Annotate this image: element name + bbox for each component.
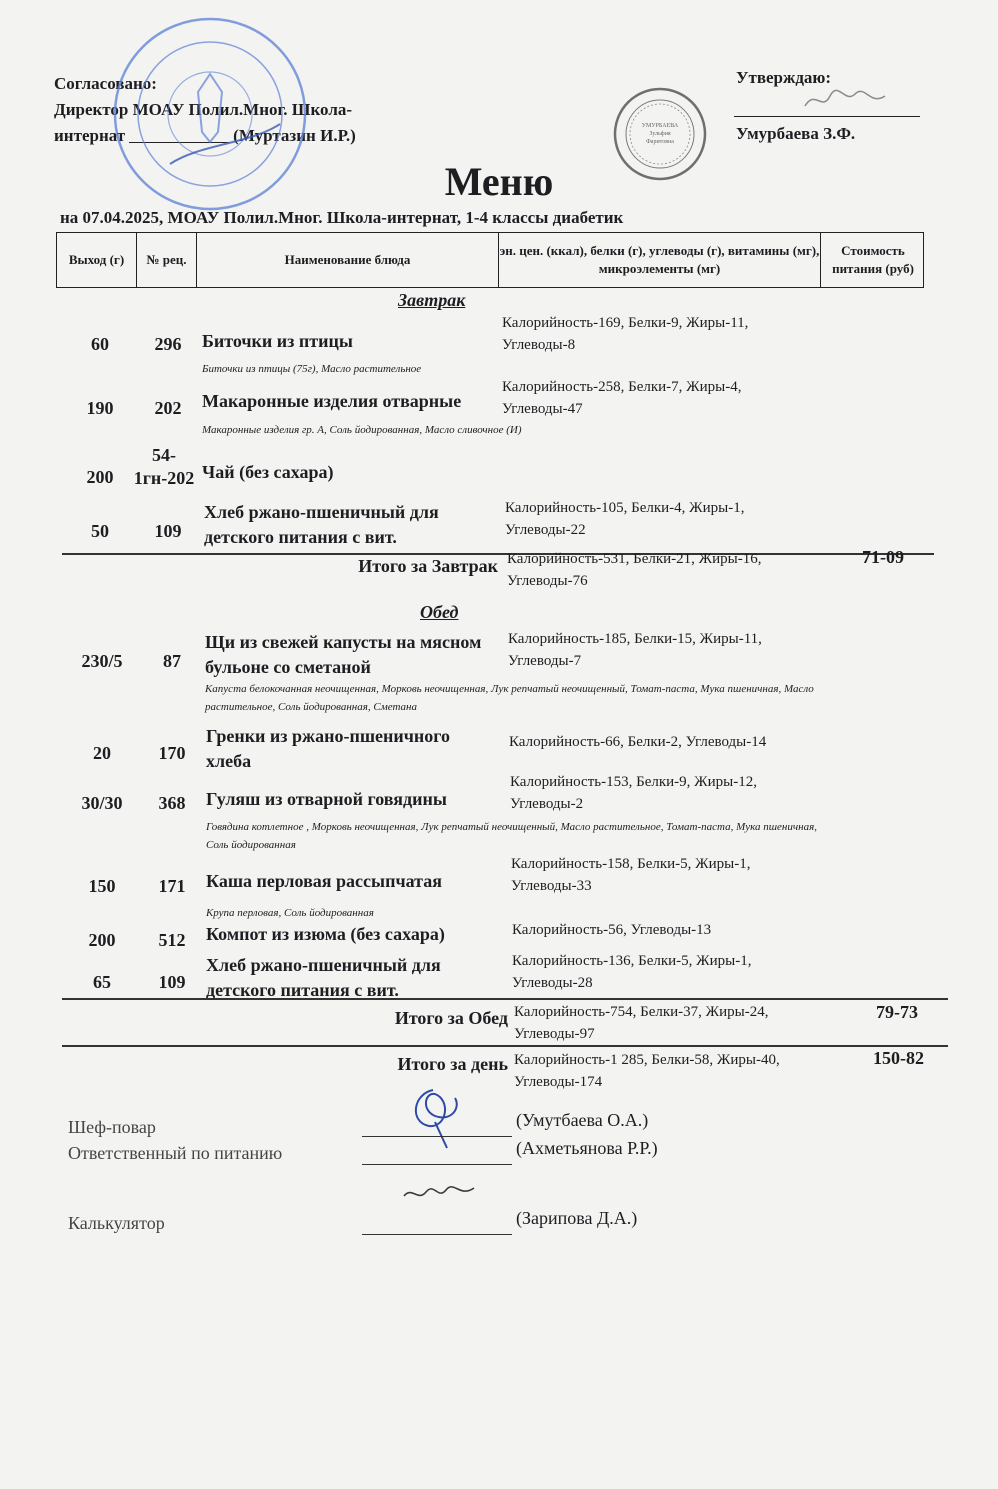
breakfast-0-nutrition: Калорийность-169, Белки-9, Жиры-11, Углеводы-8 bbox=[502, 315, 749, 353]
breakfast-3-weight: 50 bbox=[91, 521, 109, 541]
lunch-1-nutrition: Калорийность-66, Белки-2, Углеводы-14 bbox=[509, 734, 767, 750]
calculator-signature bbox=[400, 1180, 480, 1208]
breakfast-2-recipe: 54-1гн-202 bbox=[133, 445, 195, 488]
day-total-cost: 150-82 bbox=[873, 1048, 924, 1068]
breakfast-1-dish: Макаронные изделия отварные bbox=[202, 391, 462, 411]
breakfast-0-weight: 60 bbox=[91, 334, 109, 354]
col-weight: Выход (г) bbox=[57, 233, 137, 287]
lunch-1-weight: 20 bbox=[93, 743, 111, 763]
col-nutrition: эн. цен. (ккал), белки (г), углеводы (г), витамины (мг), микроэлементы (мг) bbox=[499, 233, 821, 287]
signature-line-chef bbox=[362, 1136, 512, 1137]
breakfast-2-weight: 200 bbox=[86, 467, 114, 487]
breakfast-1-nutrition: Калорийность-258, Белки-7, Жиры-4, Углеводы-47 bbox=[502, 379, 742, 417]
signature-name-nutrition: (Ахметьянова Р.Р.) bbox=[516, 1138, 658, 1158]
breakfast-1-recipe: 202 bbox=[154, 398, 182, 418]
breakfast-total-nutrition: Калорийность-531, Белки-21, Жиры-16, Углеводы-76 bbox=[507, 551, 762, 589]
signature-line-nutrition bbox=[362, 1164, 512, 1165]
lunch-5-nutrition: Калорийность-136, Белки-5, Жиры-1, Углеводы-28 bbox=[512, 953, 752, 991]
lunch-3-weight: 150 bbox=[88, 876, 116, 896]
chef-signature bbox=[395, 1082, 475, 1152]
lunch-4-weight: 200 bbox=[88, 930, 116, 950]
col-cost: Стоимость питания (руб) bbox=[832, 243, 914, 276]
breakfast-1-ingredients: Макаронные изделия гр. А, Соль йодированная, Масло сливочное (И) bbox=[202, 424, 522, 436]
approval-right-signature-line bbox=[734, 116, 920, 117]
lunch-2-nutrition: Калорийность-153, Белки-9, Жиры-12, Углеводы-2 bbox=[510, 774, 757, 812]
breakfast-2-dish: Чай (без сахара) bbox=[202, 462, 334, 482]
page-subtitle: на 07.04.2025, МОАУ Полил.Мног. Школа-интернат, 1-4 классы диабетик bbox=[60, 208, 624, 227]
lunch-0-dish: Щи из свежей капусты на мясном бульоне со сметаной bbox=[205, 632, 482, 677]
lunch-5-recipe: 109 bbox=[158, 972, 186, 992]
lunch-0-weight: 230/5 bbox=[81, 651, 123, 671]
lunch-3-nutrition: Калорийность-158, Белки-5, Жиры-1, Углеводы-33 bbox=[511, 856, 751, 894]
lunch-1-recipe: 170 bbox=[158, 743, 186, 763]
lunch-3-ingredients: Крупа перловая, Соль йодированная bbox=[206, 907, 374, 919]
table-header bbox=[56, 232, 924, 288]
day-total-label: Итого за день bbox=[397, 1054, 508, 1074]
lunch-total-nutrition: Калорийность-754, Белки-37, Жиры-24, Углеводы-97 bbox=[514, 1004, 769, 1042]
lunch-3-recipe: 171 bbox=[158, 876, 186, 896]
approval-left-position: Директор МОАУ Полил.Мног. Школа- bbox=[54, 100, 353, 119]
day-total-nutrition: Калорийность-1 285, Белки-58, Жиры-40, Углеводы-174 bbox=[514, 1052, 780, 1090]
lunch-2-ingredients: Говядина котлетное , Морковь неочищенная, Лук репчатый неочищенный, Масло растительное, Томат-паста, Мука пшеничная, Соль йодированная bbox=[206, 821, 817, 851]
breakfast-3-dish: Хлеб ржано-пшеничный для детского питания с вит. bbox=[204, 502, 439, 547]
breakfast-0-recipe: 296 bbox=[154, 334, 182, 354]
lunch-total-cost: 79-73 bbox=[876, 1002, 918, 1022]
col-recipe: № рец. bbox=[137, 233, 197, 287]
lunch-4-recipe: 512 bbox=[158, 930, 186, 950]
lunch-3-dish: Каша перловая рассыпчатая bbox=[206, 871, 442, 891]
col-dish: Наименование блюда bbox=[197, 233, 499, 287]
breakfast-1-weight: 190 bbox=[86, 398, 114, 418]
lunch-2-recipe: 368 bbox=[158, 793, 186, 813]
signature-name-chef: (Умутбаева О.А.) bbox=[516, 1110, 649, 1130]
approval-left-org: интернат bbox=[54, 126, 126, 145]
breakfast-3-nutrition: Калорийность-105, Белки-4, Жиры-1, Углеводы-22 bbox=[505, 500, 745, 538]
lunch-total-rule bbox=[62, 998, 948, 1000]
lunch-1-dish: Гренки из ржано-пшеничного хлеба bbox=[206, 726, 451, 771]
lunch-4-dish: Компот из изюма (без сахара) bbox=[206, 924, 445, 944]
signature-role-calculator: Калькулятор bbox=[68, 1213, 165, 1233]
day-total-rule bbox=[62, 1045, 948, 1047]
lunch-2-dish: Гуляш из отварной говядины bbox=[206, 789, 447, 809]
breakfast-3-recipe: 109 bbox=[154, 521, 182, 541]
breakfast-0-dish: Биточки из птицы bbox=[202, 331, 353, 351]
signature-role-chef: Шеф-повар bbox=[68, 1117, 156, 1137]
lunch-0-nutrition: Калорийность-185, Белки-15, Жиры-11, Углеводы-7 bbox=[508, 631, 762, 669]
lunch-2-weight: 30/30 bbox=[81, 793, 123, 813]
personal-seal-text: УМУРБАЕВА Зульфия Фаритовна bbox=[641, 123, 679, 145]
signature-role-nutrition: Ответственный по питанию bbox=[68, 1143, 283, 1163]
approval-right-signature bbox=[800, 84, 890, 114]
approval-right-heading: Утверждаю: bbox=[736, 68, 832, 87]
lunch-4-nutrition: Калорийность-56, Углеводы-13 bbox=[512, 922, 712, 938]
breakfast-0-ingredients: Биточки из птицы (75г), Масло растительное bbox=[202, 363, 422, 375]
approval-left-heading: Согласовано: bbox=[54, 74, 157, 93]
lunch-0-recipe: 87 bbox=[163, 651, 181, 671]
breakfast-total-label: Итого за Завтрак bbox=[358, 556, 498, 576]
signature-line-calculator bbox=[362, 1234, 512, 1235]
page-title: Меню bbox=[444, 159, 554, 204]
section-breakfast-title: Завтрак bbox=[398, 290, 466, 310]
breakfast-total-cost: 71-09 bbox=[862, 547, 904, 567]
lunch-0-ingredients: Капуста белокочанная неочищенная, Морковь неочищенная, Лук репчатый неочищенный, Томат-паста, Мука пшеничная, Масло растительное, Соль йодированная, Сметана bbox=[205, 683, 814, 713]
lunch-5-dish: Хлеб ржано-пшеничный для детского питания с вит. bbox=[206, 955, 441, 1000]
signature-name-calculator: (Зарипова Д.А.) bbox=[516, 1208, 638, 1228]
lunch-total-label: Итого за Обед bbox=[394, 1008, 508, 1028]
lunch-5-weight: 65 bbox=[93, 972, 111, 992]
approval-left-name: (Муртазин И.Р.) bbox=[233, 126, 356, 145]
section-lunch-title: Обед bbox=[420, 602, 459, 622]
approval-right-name: Умурбаева З.Ф. bbox=[736, 124, 856, 143]
